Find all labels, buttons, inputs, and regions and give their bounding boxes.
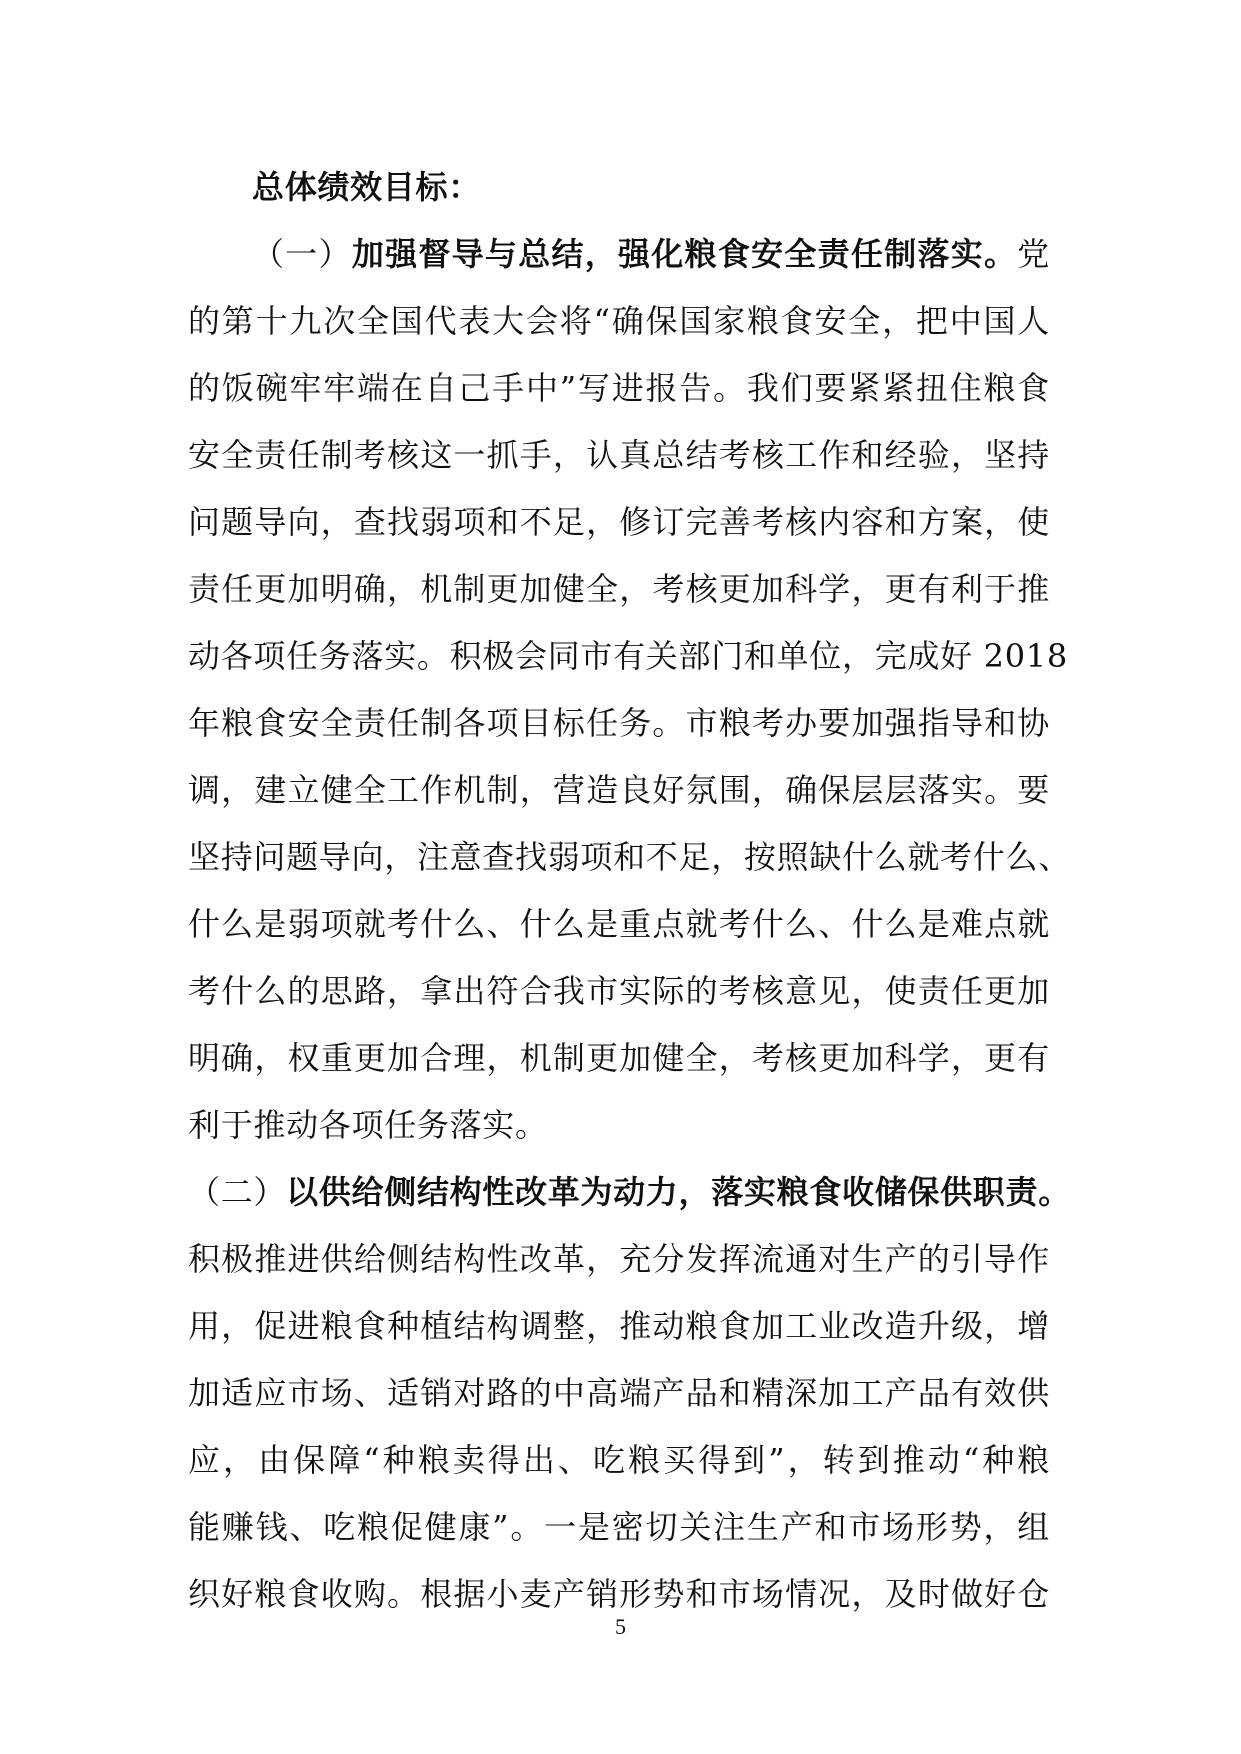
section1-text-line: 什么是弱项就考什么、什么是重点就考什么、什么是难点就	[188, 905, 1050, 943]
section1-first-line	[188, 221, 1050, 288]
section1-text-line: 年粮食安全责任制各项目标任务。市粮考办要加强指导和协	[188, 704, 1050, 742]
section1-text-line: 考什么的思路，拿出符合我市实际的考核意见，使责任更加	[188, 972, 1050, 1010]
section1-title: 加强督导与总结，强化粮食安全责任制落实。	[351, 235, 1018, 273]
section2-first-line	[188, 1159, 1071, 1226]
section1-text-line: 党	[1017, 235, 1050, 273]
section2-text-line: 织好粮食收购。根据小麦产销形势和市场情况，及时做好仓	[188, 1575, 1050, 1613]
section2-text-line: 积极推进供给侧结构性改革，充分发挥流通对生产的引导作	[188, 1240, 1050, 1278]
section1-text-line: 坚持问题导向，注意查找弱项和不足，按照缺什么就考什么、	[188, 838, 1071, 876]
document-body	[188, 154, 1071, 1628]
section1-number: （一）	[252, 235, 352, 273]
section1-text-line: 的第十九次全国代表大会将“确保国家粮食安全，把中国人	[188, 302, 1050, 340]
section1-text-line: 问题导向，查找弱项和不足，修订完善考核内容和方案，使	[188, 503, 1050, 541]
section1-text-line: 调，建立健全工作机制，营造良好氛围，确保层层落实。要	[188, 771, 1050, 809]
section2-number: （二）	[188, 1173, 287, 1211]
section1-text-line: 动各项任务落实。积极会同市有关部门和单位，完成好 2018	[188, 637, 1068, 675]
section2-title: 以供给侧结构性改革为动力，落实粮食收储保供职责。	[286, 1173, 1071, 1211]
section2-text-line: 加适应市场、适销对路的中高端产品和精深加工产品有效供	[188, 1374, 1050, 1412]
section1-text-line: 的饭碗牢牢端在自己手中”写进报告。我们要紧紧扭住粮食	[188, 369, 1050, 407]
section1-text-line: 安全责任制考核这一抓手，认真总结考核工作和经验，坚持	[188, 436, 1050, 474]
section1-text-line: 责任更加明确，机制更加健全，考核更加科学，更有利于推	[188, 570, 1050, 608]
page-heading: 总体绩效目标：	[252, 168, 481, 206]
section1-text-line: 明确，权重更加合理，机制更加健全，考核更加科学，更有	[188, 1039, 1050, 1077]
section2-text-line: 能赚钱、吃粮促健康”。一是密切关注生产和市场形势，组	[188, 1508, 1050, 1546]
section1-last-line: 利于推动各项任务落实。	[188, 1106, 548, 1144]
section2-text-line: 用，促进粮食种植结构调整，推动粮食加工业改造升级，增	[188, 1307, 1050, 1345]
page-number: 5	[615, 1614, 626, 1639]
section2-text-line: 应，由保障“种粮卖得出、吃粮买得到”，转到推动“种粮	[188, 1441, 1050, 1479]
